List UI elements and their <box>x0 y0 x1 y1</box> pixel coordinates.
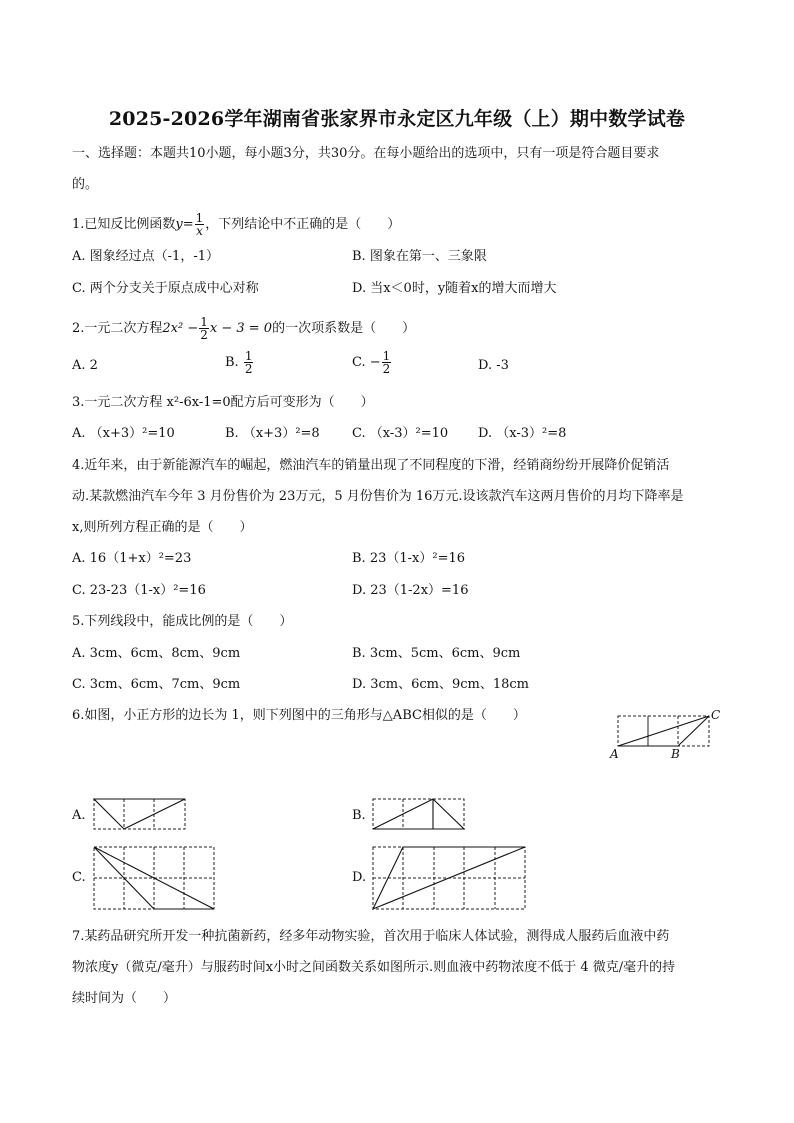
q1-option-c: C. 两个分支关于原点成中心对称 <box>72 281 259 296</box>
q2-frac-num: 1 <box>200 315 208 329</box>
q3-option-a: A. （x+3）²=10 <box>72 426 175 441</box>
q6-a-triangle <box>94 799 185 829</box>
q6-option-d-label: D. <box>352 870 367 885</box>
q2-b-num: 1 <box>244 349 253 363</box>
q6-option-b-figure <box>373 799 467 831</box>
q6-option-c-label: C. <box>72 870 86 885</box>
q2-option-c <box>352 350 392 375</box>
q5-option-b: B. 3cm、5cm、6cm、9cm <box>352 646 521 661</box>
q2-b-den: 2 <box>244 362 253 376</box>
q2-option-d: D. -3 <box>478 358 509 373</box>
q6-reference-figure <box>618 716 713 748</box>
section-heading-cont: 的。 <box>72 177 99 192</box>
q2-option-b-fraction <box>244 350 254 375</box>
question-4-stem-2: 动.某款燃油汽车今年 3 月份售价为 23万元，5 月份售价为 16万元.设该款汽车这两月售价的月均下降率是 <box>72 489 684 504</box>
q3-option-b: B. （x+3）²=8 <box>225 426 320 441</box>
q5-option-a: A. 3cm、6cm、8cm、9cm <box>72 646 241 661</box>
q1-option-b: B. 图象在第一、三象限 <box>352 249 487 264</box>
q4-option-a: A. 16（1+x）²=23 <box>72 551 192 566</box>
q6-option-a-label: A. <box>72 808 86 823</box>
q4-option-d: D. 23（1-2x）=16 <box>352 583 469 598</box>
q2-c-num: 1 <box>382 349 391 363</box>
question-7-stem-2: 物浓度y（微克/毫升）与服药时间x小时之间函数关系如图所示.则血液中药物浓度不低于 4 微克/毫升的持 <box>72 960 676 975</box>
q2-option-c-fraction <box>382 350 392 375</box>
q6-label-b: B <box>671 747 680 761</box>
q1-func-lhs: y= <box>175 217 194 232</box>
question-6-stem: 6.如图，小正方形的边长为 1，则下列图中的三角形与△ABC相似的是（ ） <box>72 708 526 723</box>
q2-option-c-label: C. <box>352 355 366 370</box>
q2-option-b-label: B. <box>225 355 239 370</box>
q1-suffix: ，下列结论中不正确的是（ ） <box>205 217 401 232</box>
page-title: 2025-2026学年湖南省张家界市永定区九年级（上）期中数学试卷 <box>108 108 686 130</box>
q6-b-triangle <box>373 799 464 829</box>
question-3-stem: 3.一元二次方程 x²-6x-1=0配方后可变形为（ ） <box>72 395 374 410</box>
q1-option-d: D. 当x＜0时，y随着x的增大而增大 <box>352 281 557 296</box>
question-2-stem <box>72 316 415 341</box>
question-1-stem <box>72 212 400 237</box>
q2-suffix: 的一次项系数是（ ） <box>272 321 416 336</box>
q5-option-c: C. 3cm、6cm、7cm、9cm <box>72 677 241 692</box>
q6-label-c: C <box>711 708 721 722</box>
q1-frac-num: 1 <box>195 211 204 225</box>
q1-option-a: A. 图象经过点（-1，-1） <box>72 249 219 264</box>
q2-option-b <box>225 350 254 375</box>
q6-option-b-label: B. <box>352 808 366 823</box>
question-5-stem: 5.下列线段中，能成比例的是（ ） <box>72 614 293 629</box>
q2-c-den: 2 <box>382 362 391 376</box>
question-4-stem-3: x,则所列方程正确的是（ ） <box>72 520 253 535</box>
q3-option-c: C. （x-3）²=10 <box>352 426 449 441</box>
q1-fraction <box>195 212 205 237</box>
q2-option-c-sign: − <box>369 355 381 370</box>
q2-fraction <box>199 316 209 341</box>
q4-option-b: B. 23（1-x）²=16 <box>352 551 466 566</box>
q2-eq-b: x − 3 = 0 <box>209 321 273 336</box>
q2-prefix: 2.一元二次方程 <box>72 321 163 336</box>
q6-option-a-figure <box>94 799 188 831</box>
q6-option-c-figure <box>94 847 216 911</box>
q6-b-grid-border <box>373 799 464 829</box>
q2-option-a: A. 2 <box>72 358 98 373</box>
q5-option-d: D. 3cm、6cm、9cm、18cm <box>352 677 530 692</box>
q4-option-c: C. 23-23（1-x）²=16 <box>72 583 206 598</box>
q6-option-d-figure <box>373 847 527 911</box>
q1-prefix: 1.已知反比例函数 <box>72 217 176 232</box>
q3-option-d: D. （x-3）²=8 <box>478 426 567 441</box>
q6-a-grid-border <box>94 799 185 829</box>
q2-frac-den: 2 <box>200 328 208 342</box>
q6-ref-triangle-abc <box>618 716 709 746</box>
question-7-stem-3: 续时间为（ ） <box>72 991 177 1006</box>
section-heading: 一、选择题：本题共10小题，每小题3分，共30分。在每小题给出的选项中，只有一项是符合题目要求 <box>72 146 660 161</box>
q1-frac-den: x <box>196 224 203 238</box>
question-4-stem-1: 4.近年来，由于新能源汽车的崛起，燃油汽车的销量出现了不同程度的下滑，经销商纷纷开展降价促销活 <box>72 458 670 473</box>
q2-eq-a: 2x² − <box>162 321 199 336</box>
q6-label-a: A <box>610 747 619 761</box>
question-7-stem-1: 7.某药品研究所开发一种抗菌新药，经多年动物实验，首次用于临床人体试验，测得成人服药后血液中药 <box>72 929 670 944</box>
